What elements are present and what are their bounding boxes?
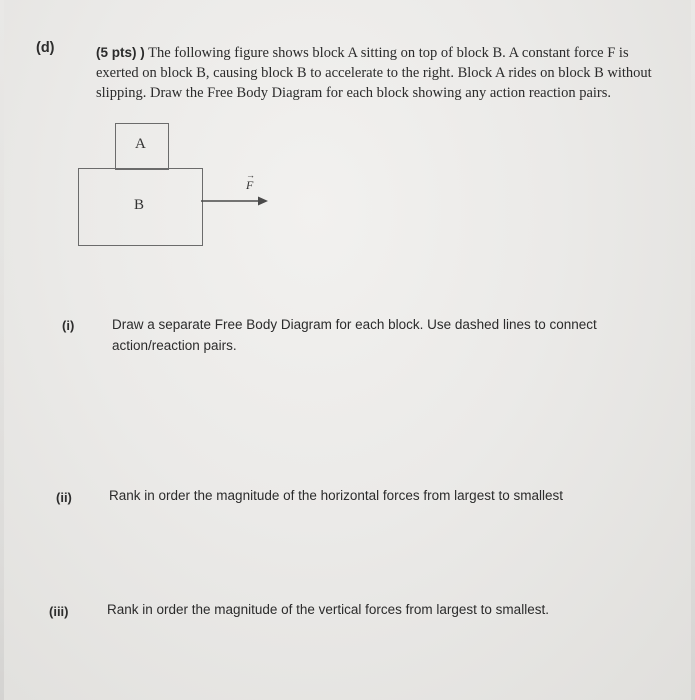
force-label: [246, 170, 255, 193]
subpart-label: (ii): [56, 490, 72, 505]
subpart-text: Rank in order the magnitude of the vertical forces from largest to smallest.: [107, 602, 549, 617]
points-label: (5 pts) ): [96, 45, 145, 60]
subpart-text: Rank in order the magnitude of the horizontal forces from largest to smallest: [109, 488, 563, 503]
block-b-label: B: [134, 197, 145, 213]
vector-arrow-icon: →: [246, 170, 255, 180]
force-label-text: F: [246, 178, 254, 192]
block-a-label: A: [135, 136, 146, 152]
question-text: The following figure shows block A sitting on top of block B. A constant force F is exerted on block B, causing block B to accelerate to the right. Block A rides on block B without slipping. Draw the Free Body Diagram for each block showing any action reaction pairs.: [96, 45, 652, 101]
subpart-text: Draw a separate Free Body Diagram for each block. Use dashed lines to connect action/reaction pairs.: [112, 317, 597, 353]
bleed-through-mark: [64, 388, 324, 407]
question-label: (d): [36, 40, 55, 56]
subpart-label: (i): [62, 318, 75, 333]
worksheet-page: [4, 0, 691, 700]
force-arrow: [200, 184, 270, 208]
subpart-label: (iii): [49, 604, 69, 619]
question-intro: [96, 43, 656, 103]
